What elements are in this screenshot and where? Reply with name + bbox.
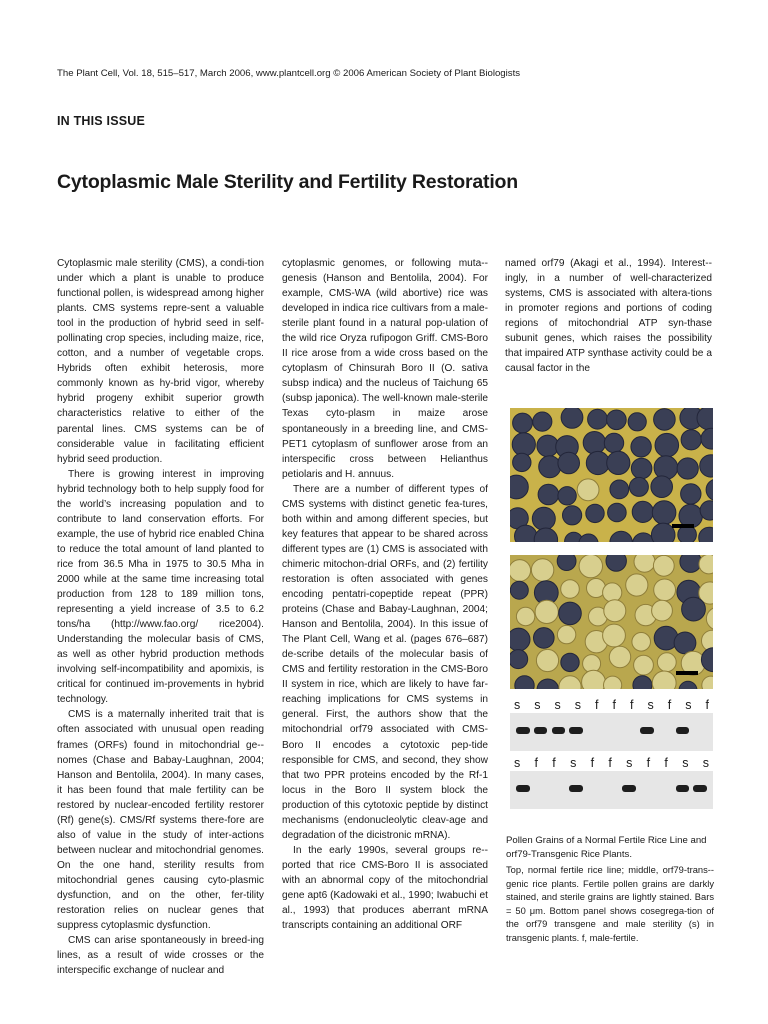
- gel-band: [640, 727, 653, 734]
- pollen-grain: [513, 453, 531, 471]
- lane-label: s: [626, 756, 633, 770]
- pollen-grain: [510, 560, 531, 582]
- pollen-grain: [654, 579, 676, 601]
- pollen-grain: [510, 628, 530, 651]
- pollen-grain: [652, 501, 676, 525]
- pollen-grain: [631, 458, 652, 479]
- pollen-grain: [651, 476, 673, 498]
- pollen-grain: [533, 412, 552, 431]
- pollen-grain: [588, 409, 608, 429]
- lane-label: s: [647, 698, 654, 712]
- body-column-1: [57, 256, 264, 978]
- gel-band: [676, 727, 689, 734]
- pollen-grain: [512, 433, 535, 456]
- pollen-grain: [677, 458, 698, 479]
- caption-title-text: Pollen Grains of a Normal Fertile Rice Line and orf79-Transgenic Rice Plants.: [506, 835, 707, 860]
- pollen-grain: [513, 413, 533, 433]
- lane-label: f: [595, 698, 599, 712]
- pollen-grain: [586, 504, 604, 522]
- pollen-grain: [510, 650, 528, 669]
- pollen-grain: [510, 475, 528, 499]
- gel-band: [569, 785, 582, 792]
- caption-body-text: Top, normal fertile rice line; middle, orf79-trans-genic rice plants. Fertile pollen grains are darkly stained, and sterile grains are lightly stained. Bars = 50 μm. Bottom panel shows cosegrega-tion of the orf79 transgene and male sterility (s) in transgenic plants. f, male-fertile.: [506, 865, 714, 943]
- transgenic-pollen-micrograph: [510, 555, 713, 689]
- lane-label: f: [534, 756, 539, 770]
- pollen-grain: [531, 559, 553, 581]
- pollen-grain: [558, 452, 580, 474]
- article-title: Cytoplasmic Male Sterility and Fertility Restoration: [57, 171, 518, 193]
- pollen-grain: [536, 649, 558, 671]
- gel-band: [516, 785, 529, 792]
- pollen-grain: [535, 600, 558, 623]
- lane-label: s: [514, 698, 521, 712]
- lane-label: f: [629, 698, 634, 712]
- journal-citation: The Plant Cell, Vol. 18, 515–517, March 2006, www.plantcell.org © 2006 American Society of Plant Biologists: [57, 68, 521, 79]
- pollen-grain: [603, 583, 622, 602]
- paragraph: named orf79 (Akagi et al., 1994). Interest-ingly, in a number of well-characterized systems, CMS is associated with altera-tions in promoter regions and portions of coding regions of mitochondrial ATP syn-thase subunit genes, which raises the possibility that impaired ATP synthase activity could be a causal factor in the: [505, 258, 712, 375]
- figure-caption-title: [506, 834, 718, 861]
- pollen-grain: [583, 655, 601, 673]
- pollen-grain: [632, 501, 653, 522]
- lane-label: s: [554, 698, 561, 712]
- pollen-grain: [561, 580, 580, 599]
- gel-blot-top: [510, 713, 713, 751]
- gel-band: [516, 727, 529, 734]
- pollen-grain: [559, 602, 582, 625]
- pollen-grain: [603, 624, 626, 647]
- lane-label: s: [682, 756, 689, 770]
- gel-band: [534, 727, 547, 734]
- pollen-grain: [557, 625, 575, 643]
- gel-band: [569, 727, 582, 734]
- gel-band: [676, 785, 689, 792]
- gel-band: [552, 727, 565, 734]
- pollen-grain: [631, 437, 651, 457]
- pollen-grain: [582, 670, 606, 689]
- paragraph: CMS is a maternally inherited trait that is often associated with unusual open reading frames (ORFs) found in mitochondrial ge-nomes (Chase and Babay-Laughnan, 2004; Hanson and Bentolila, 2004). In many cases, it has been found that male fertility can be restored by nuclear-encoded fertility restorer (Rf) gene(s). CMS/Rf systems there-fore are also of value in the study of inter-actions between nuclear and mitochondrial genomes. On the one hand, sterility results from mitochondrial genes causing cyto-plasmic dysfunction, and on the other, fer-tility restoration relies on nuclear genes that suppress cytoplasmic dysfunction.: [57, 709, 264, 932]
- pollen-grain: [539, 456, 561, 478]
- pollen-grain: [632, 633, 651, 652]
- gel-band: [693, 785, 706, 792]
- paragraph: There is growing interest in improving hybrid technology both to help supply food for the world’s increasing population and to contribute to land conservation efforts. For example, the use of hybrid rice enabled China to reduce the total amount of land planted to rice from 36.5 Mha in 1975 to 30.5 Mha in 2000 while at the same time increasing total production from 128 to 189 million tons, representing a yield increase of 3.5 to 6.2 tons/ha (http://www.fao.org/ rice2004). Understanding the molecular basis of CMS, as well as other hybrid production methods involving self-incompatibility and apomixis, is critical for continued im-provements in hybrid technology.: [57, 468, 264, 706]
- lane-label: s: [685, 698, 692, 712]
- lane-label: f: [646, 756, 651, 770]
- pollen-grain: [609, 646, 630, 667]
- pollen-grain: [534, 628, 555, 649]
- pollen-grain: [538, 484, 559, 505]
- pollen-grain: [515, 525, 537, 542]
- paragraph: In the early 1990s, several groups re-ported that rice CMS-Boro II is associated with an abnormal copy of the mitochondrial gene apt6 (Kadowaki et al., 1990; Iwabuchi et al., 1993) that produces aberrant mRNA transcripts containing an additional ORF: [282, 844, 488, 932]
- lane-label: f: [667, 698, 672, 712]
- pollen-grain: [634, 555, 655, 572]
- pollen-grain: [653, 555, 674, 576]
- pollen-grain: [510, 581, 528, 599]
- pollen-grain: [651, 523, 675, 542]
- pollen-grain: [577, 479, 599, 501]
- pollen-grain: [682, 597, 706, 621]
- pollen-grain: [608, 503, 627, 522]
- pollen-grain: [586, 451, 609, 474]
- paragraph: Cytoplasmic male sterility (CMS), a condi-tion under which a plant is unable to produce functional pollen, is widespread among higher plants. CMS systems repre-sent a valuable tool in the production of hybrid seed in self-pollinating crop species, including maize, rice, cotton, and a number of vegetable crops. Hybrids often exhibit heterosis, more commonly known as hy-brid vigor, whereby hybrid progeny exhibit superior growth characteristics relative to either of the parental lines. CMS systems can be of considerable value in facilitating efficient hybrid seed production.: [57, 258, 264, 465]
- pollen-grain: [634, 655, 654, 675]
- lane-label: f: [590, 756, 595, 770]
- lane-labels-bottom: [510, 755, 713, 771]
- pollen-grain: [563, 506, 582, 525]
- pollen-grain: [674, 632, 696, 654]
- pollen-grain: [610, 480, 629, 499]
- gel-band: [622, 785, 635, 792]
- gel-blot-bottom: [510, 771, 713, 809]
- pollen-grain: [583, 432, 605, 454]
- lane-label: f: [612, 698, 616, 712]
- lane-label: s: [570, 756, 577, 770]
- pollen-grain: [557, 555, 576, 571]
- paragraph: cytoplasmic genomes, or following muta-genesis (Hanson and Bentolila, 2004). For example, CMS-WA (wild abortive) rice was developed in indica rice cultivars from a male-sterile plant found in a natural pop-ulation of the wild rice Oryza rufipogon Griff. CMS-Boro II rice arose from a wide cross based on the cytoplasm of Chinsurah Boro II (O. sativa subsp indica) and the nucleus of Taichung 65 (subsp japonica). The well-known male-sterile Texas cyto-plasm in maize arose spontaneously in a breeding line, and CMS-PET1 cytoplasm of sunflower arose from an interspecific cross between Helianthus petiolaris and H. annuus.: [282, 258, 488, 480]
- pollen-grain: [655, 433, 679, 457]
- fertile-pollen-micrograph: [510, 408, 713, 542]
- pollen-grain: [626, 574, 648, 596]
- pollen-grain: [579, 555, 602, 578]
- lane-label: f: [705, 698, 709, 712]
- pollen-grain: [604, 676, 622, 689]
- pollen-grain: [657, 653, 676, 672]
- paragraph: There are a number of different types of CMS systems with distinct genetic fea-tures, both within and among different species, but key features that appear to be shared across different types are (1) CMS is associated with chimeric mitochon-drial ORFs, and (2) fertility restoration is often associated with genes encoding pentatri-copeptide repeat (PPR) proteins (Chase and Babay-Laughnan, 2004; Hanson and Bentolila, 2004). In this issue of The Plant Cell, Wang et al. (pages 676–687) de-scribe details of the molecular basis of CMS and fertility restoration in the CMS-Boro II system in rice, which are likely to have far-reaching implications for CMS systems in general. First, the authors show that the mitochondrial orf79 associated with CMS-Boro II encodes a cytotoxic pep-tide responsible for CMS, and second, they show that two PPR proteins encoded by the Rf-1 locus in the Boro II system block the production of this cytotoxic peptide by distinct mechanisms (endonucleolytic cleav-age and degradation of the dicistronic mRNA).: [282, 483, 488, 841]
- body-column-2: [282, 256, 488, 933]
- lane-label: s: [702, 756, 709, 770]
- scale-bar: [672, 524, 694, 528]
- pollen-grain: [654, 456, 678, 480]
- pollen-grain: [654, 409, 676, 431]
- pollen-grain: [558, 487, 576, 505]
- pollen-grain: [652, 600, 673, 621]
- section-label: IN THIS ISSUE: [57, 114, 146, 128]
- pollen-grain: [606, 555, 626, 571]
- pollen-grain: [607, 451, 630, 474]
- pollen-grain: [516, 607, 534, 625]
- pollen-grain: [561, 653, 579, 671]
- lane-labels-top: [510, 697, 713, 713]
- pollen-grain: [629, 477, 648, 496]
- pollen-grain: [561, 408, 583, 428]
- figure-caption-body: [506, 864, 714, 945]
- pollen-grain: [681, 484, 701, 504]
- pollen-grain: [680, 555, 701, 572]
- cosegregation-gel-panel: [510, 697, 713, 825]
- pollen-grain: [532, 507, 555, 530]
- pollen-grain: [681, 430, 701, 450]
- body-column-3: [505, 256, 712, 376]
- pollen-grain: [628, 413, 646, 431]
- pollen-grain: [604, 600, 626, 622]
- paragraph: CMS can arise spontaneously in breed-ing lines, as a result of wide crosses or the interspecific exchange of nuclear and: [57, 935, 264, 977]
- lane-label: s: [534, 698, 541, 712]
- lane-label: f: [552, 756, 556, 770]
- lane-label: s: [514, 756, 521, 770]
- lane-label: f: [664, 756, 668, 770]
- pollen-grain: [607, 410, 627, 430]
- lane-label: f: [608, 756, 612, 770]
- lane-label: s: [574, 698, 581, 712]
- pollen-grain: [604, 433, 623, 452]
- scale-bar: [676, 671, 698, 675]
